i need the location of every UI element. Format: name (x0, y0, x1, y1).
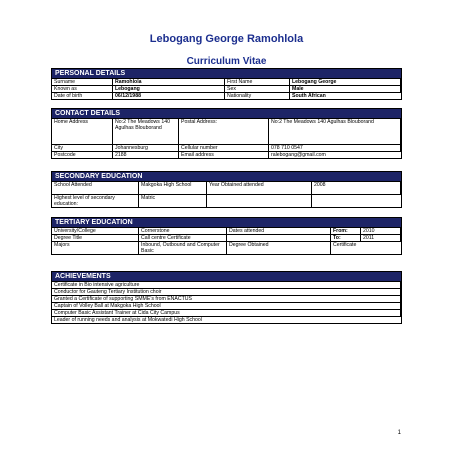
blank-cell (207, 195, 312, 207)
full-name-heading: Lebogang George Ramohlola (149, 33, 304, 45)
achievement-item: Leader of running needs and analysis at Mokwatedi High School (54, 317, 202, 323)
school-value: Makgoka High School (139, 182, 207, 195)
page-number: 1 (397, 430, 401, 436)
blank-cell (227, 235, 331, 242)
home-address-value: No:2 The Meadows 140 Agulhas Blouborand (113, 119, 179, 145)
school-label: School Attended (52, 182, 139, 195)
nationality-value: South African (292, 93, 326, 99)
to-value: 2011 (361, 235, 401, 242)
achievement-item: Granted a Certificate of supporting SMME’s from ENACTUS (52, 296, 401, 303)
contact-details-header: CONTACT DETAILS (52, 109, 401, 119)
achievement-item: Computer Basic Assistant Trainer at Cida City Campus (52, 310, 401, 317)
to-label: To: (331, 235, 361, 242)
personal-details-header: PERSONAL DETAILS (52, 69, 401, 79)
majors-label: Majors (52, 242, 139, 254)
year-label: Year Obtained attended (207, 182, 312, 195)
degree-title-value: Call centre Certificate (139, 235, 227, 242)
surname-label: Surname (52, 79, 113, 86)
postal-address-label: Postal Address: (179, 119, 269, 145)
tertiary-education-header: TERTIARY EDUCATION (52, 218, 401, 228)
from-value: 2010 (361, 228, 401, 235)
sex-label: Sex (225, 86, 290, 93)
email-value[interactable]: ralebogang@gmail.com (271, 152, 326, 158)
first-name-label: First Name (225, 79, 290, 86)
from-label: From: (331, 228, 361, 235)
email-label: Email address (179, 152, 269, 158)
university-label: University/College (52, 228, 139, 235)
achievements-header: ACHIEVEMENTS (52, 272, 401, 282)
highest-level-value: Matric (139, 195, 207, 207)
first-name-value: Lebogang George (290, 79, 401, 86)
achievements-section (51, 271, 402, 324)
cell-value: 078 710 0547 (269, 145, 401, 152)
degree-obtained-label: Degree Obtained (227, 242, 331, 254)
achievement-item: Captain of Volley Ball at Makgoka High School (52, 303, 401, 310)
surname-value: Ramohlola (113, 79, 225, 86)
majors-value: Inbound, Outbound and Computer Basic (139, 242, 227, 254)
dob-label: Date of birth (52, 93, 113, 99)
nationality-label: Nationality (225, 93, 290, 99)
dob-value: 06/12/1988 (113, 93, 225, 99)
secondary-education-header: SECONDARY EDUCATION (52, 172, 401, 182)
university-value: Cornerstone (139, 228, 227, 235)
sex-value: Male (290, 86, 401, 93)
year-value: 2008 (312, 182, 401, 195)
home-address-label: Home Address (52, 119, 113, 145)
postcode-label: Postcode (52, 152, 113, 158)
postal-address-value: No:2 The Meadows 140 Agulhas Blouborand (269, 119, 401, 145)
secondary-education-section (51, 171, 402, 208)
document-title: Curriculum Vitae (186, 56, 267, 67)
degree-title-label: Degree Title (52, 235, 139, 242)
achievement-item: Certificate in Bio intensive agriculture (52, 282, 401, 289)
city-label: City (52, 145, 113, 152)
dates-attended-label: Dates attended (227, 228, 331, 235)
postcode-value: 2188 (113, 152, 179, 158)
blank-cell (312, 195, 401, 207)
highest-level-label: Highest level of secondary education: (52, 195, 139, 207)
personal-details-section (51, 68, 402, 100)
achievement-item: Conductor for Gauteng Tertiary Institution choir (52, 289, 401, 296)
cell-label: Cellular number (179, 145, 269, 152)
city-value: Johannesburg (113, 145, 179, 152)
tertiary-education-section (51, 217, 402, 255)
known-as-value: Lebogang (113, 86, 225, 93)
known-as-label: Known as (52, 86, 113, 93)
contact-details-section (51, 108, 402, 159)
degree-obtained-value: Certificate (333, 242, 357, 248)
